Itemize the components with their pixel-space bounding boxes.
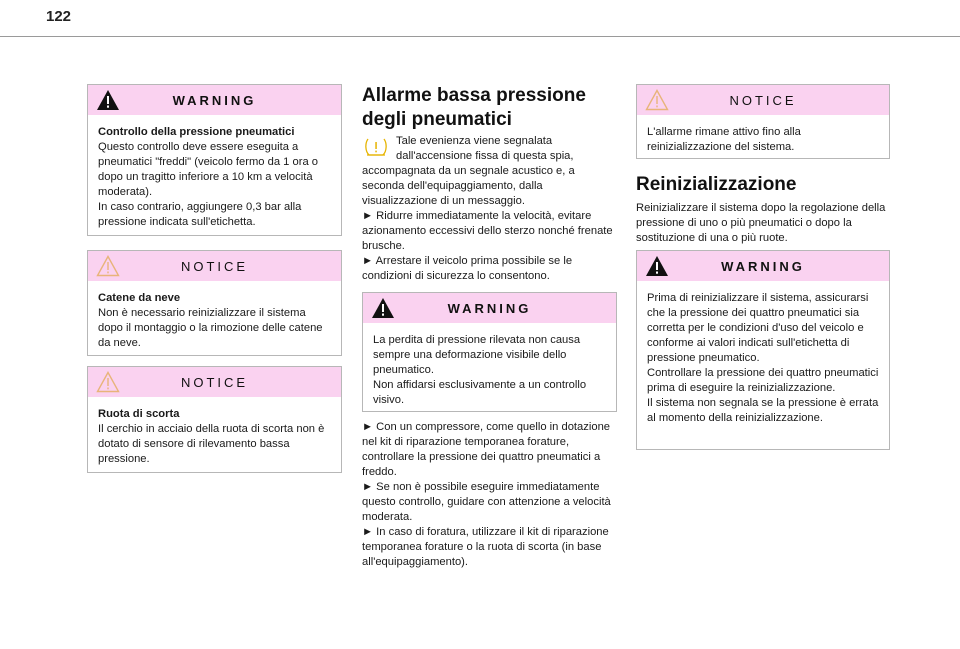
notice-text: Il cerchio in acciaio della ruota di scorta non è dotato di sensore di rilevamento bassa pressione. [98,423,325,465]
intro-text: accompagnata da un segnale acustico e, a seconda dell'equipaggiamento, dalla visualizzazione di un messaggio. [362,165,575,207]
low-pressure-steps [362,209,617,284]
warning-box-header [363,293,616,323]
top-divider [0,36,960,37]
section-heading-low-pressure: Allarme bassa pressione degli pneumatici [362,85,586,130]
warning-title: Controllo della pressione pneumatici [98,126,295,138]
intro-line: Tale evenienza viene segnalata [396,135,553,147]
section-heading-reset: Reinizializzazione [636,174,797,195]
notice-label: NOTICE [180,258,249,274]
notice-title: Catene da neve [98,292,181,304]
warning-triangle-icon [645,255,669,277]
notice-triangle-icon [96,371,120,393]
notice-box-header [88,251,341,281]
notice-label: NOTICE [180,374,249,390]
warning-text: Questo controllo deve essere eseguita a pneumatici "freddi" (veicolo fermo da 1 ora o dopo un tragitto inferiore a 10 km a velocità moderata). In caso contrario, aggiungere 0,3 bar alla pressione indicata sull'etichetta. [98,141,318,228]
warning-box-reset [636,250,890,450]
warning-text: La perdita di pressione rilevata non causa sempre una deformazione visibile dello pneumatico. Non affidarsi esclusivamente a un controllo visivo. [373,334,587,406]
notice-box-spare-wheel [87,366,342,473]
warning-box-pressure-loss [362,292,617,412]
intro-line: dall'accensione fissa di questa spia, [396,150,574,162]
notice-text: Non è necessario reinizializzare il sistema dopo il montaggio o la rimozione delle catene da neve. [98,307,323,349]
reset-intro-text: Reinizializzare il sistema dopo la regolazione della pressione di uno o più pneumatici o dopo la sostituzione di una o più ruote. [636,202,886,244]
warning-box-header [637,251,889,281]
step-item: ► Se non è possibile eseguire immediatamente questo controllo, guidare con attenzione a velocità moderata. [362,481,611,523]
step-item: ► Con un compressore, come quello in dotazione nel kit di riparazione temporanea forature, controllare la pressione dei quattro pneumatici a freddo. [362,421,611,478]
notice-box-header [88,367,341,397]
pressure-check-steps [362,420,617,570]
warning-text: Prima di reinizializzare il sistema, assicurarsi che la pressione dei quattro pneumatici sia corretta per le condizioni d'uso del veicolo e conforme ai valori indicati sull'etichetta di pressione pneumatico. Controllare la pressione dei quattro pneumatici prima di eseguire la reinizializzazione. Il sistema non segnala se la pressione è errata al momento della reinizializzazione. [647,292,879,424]
warning-box-header [88,85,341,115]
page-number: 122 [46,8,72,25]
notice-label: NOTICE [729,92,797,108]
notice-triangle-icon [96,255,120,277]
low-pressure-intro [362,134,617,209]
warning-triangle-icon [371,297,395,319]
warning-label: WARNING [447,300,532,316]
notice-box-header [637,85,889,115]
notice-triangle-icon [645,89,669,111]
step-item: ► Arrestare il veicolo prima possibile se le condizioni di sicurezza lo consentono. [362,255,573,282]
notice-box-snow-chains [87,250,342,356]
step-item: ► Ridurre immediatamente la velocità, evitare azionamento eccessivi dello sterzo nonché frenate brusche. [362,210,613,252]
notice-title: Ruota di scorta [98,408,180,420]
step-item: ► In caso di foratura, utilizzare il kit di riparazione temporanea forature o la ruota di scorta (in base all'equipaggiamento). [362,526,609,568]
warning-label: WARNING [172,92,257,108]
warning-box-tyre-check [87,84,342,236]
warning-label: WARNING [721,258,805,274]
notice-box-alarm-active [636,84,890,159]
warning-triangle-icon [96,89,120,111]
notice-text: L'allarme rimane attivo fino alla reinizializzazione del sistema. [647,126,801,153]
